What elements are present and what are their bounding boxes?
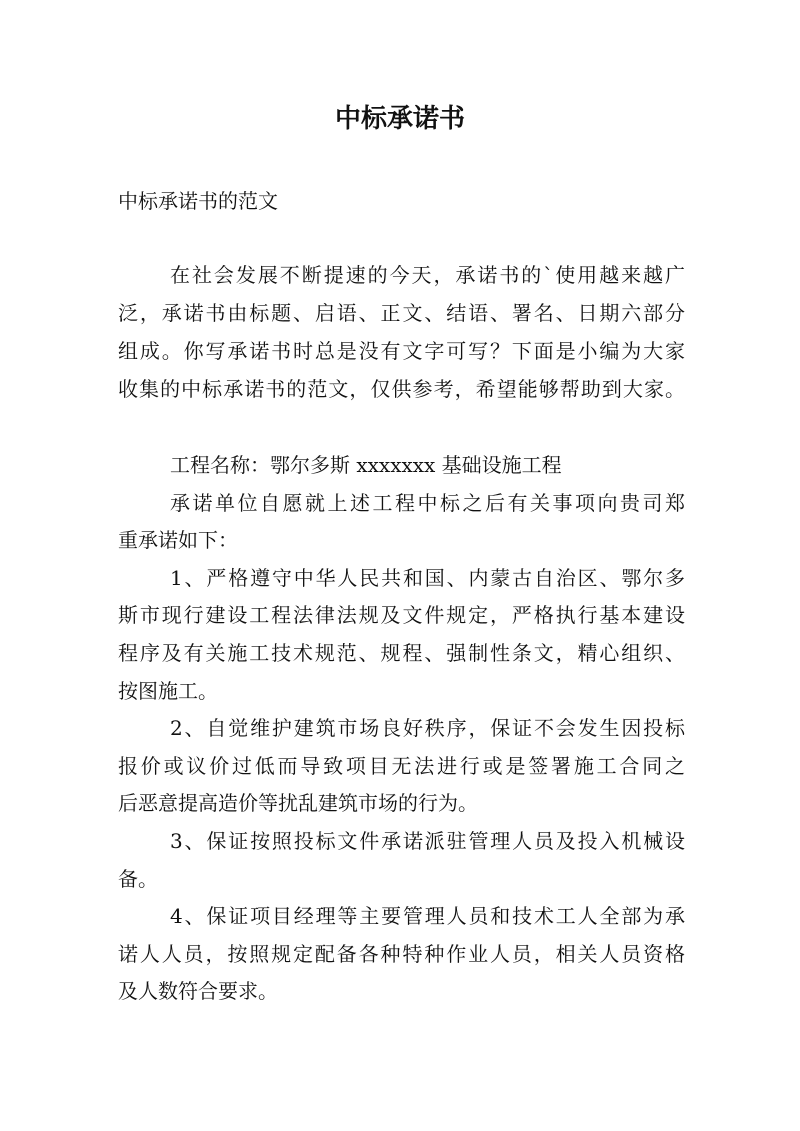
paragraph-line: 诺人人员，按照规定配备各种特种作业人员，相关人员资格 [118,941,685,966]
commitment-item-3 [118,823,685,898]
paragraph-line: 报价或议价过低而导致项目无法进行或是签署施工合同之 [118,753,685,778]
paragraph-line: 及人数符合要求。 [118,979,278,1004]
intro-paragraph [118,256,685,408]
commitment-body [118,447,685,1011]
paragraph-line: 斯市现行建设工程法律法规及文件规定，严格执行基本建设 [118,603,685,628]
paragraph-line: 后恶意提高造价等扰乱建筑市场的行为。 [118,791,478,816]
intro-line: 组成。你写承诺书时总是没有文字可写？下面是小编为大家 [118,339,685,363]
project-name-paragraph [118,447,685,485]
paragraph-line: 程序及有关施工技术规范、规程、强制性条文，精心组织、 [118,640,685,665]
paragraph-line: 重承诺如下： [118,528,238,553]
commitment-item-4 [118,898,685,1011]
intro-line: 泛，承诺书由标题、启语、正文、结语、署名、日期六部分 [118,301,685,325]
intro-line: 在社会发展不断提速的今天，承诺书的`使用越来越广 [170,263,685,287]
page-title: 中标承诺书 [334,104,465,134]
paragraph-line: 3、保证按照投标文件承诺派驻管理人员及投入机械设 [170,828,685,853]
commitment-item-1 [118,560,685,710]
paragraph-line: 备。 [118,866,158,891]
intro-line: 收集的中标承诺书的范文，仅供参考，希望能够帮助到大家。 [118,377,685,401]
commitment-item-2 [118,710,685,823]
paragraph-line: 按图施工。 [118,678,218,703]
paragraph-line: 2、自觉维护建筑市场良好秩序，保证不会发生因投标 [170,716,685,741]
paragraph-line: 承诺单位自愿就上述工程中标之后有关事项向贵司郑 [170,490,685,515]
paragraph-line: 1、严格遵守中华人民共和国、内蒙古自治区、鄂尔多 [170,565,685,590]
commitment-intro-paragraph [118,485,685,560]
paragraph-line: 4、保证项目经理等主要管理人员和技术工人全部为承 [170,904,685,929]
document-subtitle: 中标承诺书的范文 [118,189,278,213]
paragraph-line: 工程名称：鄂尔多斯 xxxxxxx 基础设施工程 [170,453,562,477]
